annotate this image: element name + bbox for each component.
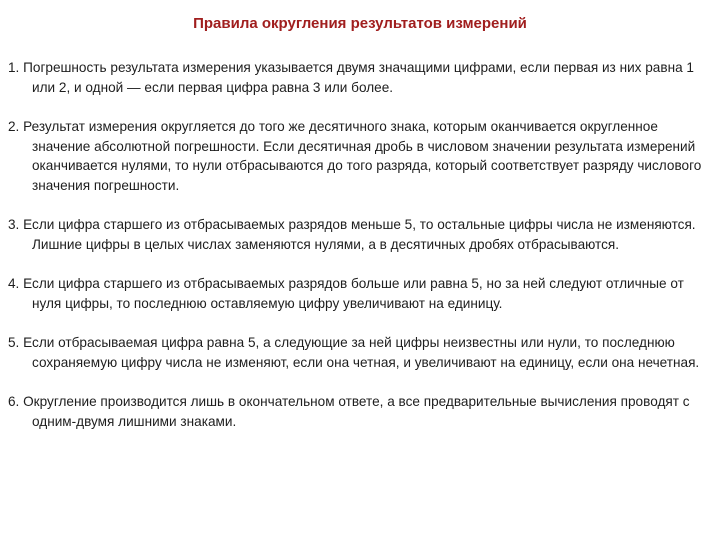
rule-item-2: 2. Результат измерения округляется до того же десятичного знака, которым оканчивается округленное значение абсолютной погрешности. Если десятичная дробь в числовом значении результата измерений оканчивается нулями, то нули отбрасываются до того разряда, который соответствует разряду числового значения погрешности. bbox=[8, 119, 702, 193]
rules-list bbox=[8, 58, 708, 451]
rule-item-4: 4. Если цифра старшего из отбрасываемых разрядов больше или равна 5, но за ней следуют отличные от нуля цифры, то последнюю оставляемую цифру увеличивают на единицу. bbox=[8, 276, 684, 311]
rule-item-1: 1. Погрешность результата измерения указывается двумя значащими цифрами, если первая из них равна 1 или 2, и одной — если первая цифра равна 3 или более. bbox=[8, 60, 694, 95]
rule-item-6: 6. Округление производится лишь в окончательном ответе, а все предварительные вычисления проводят с одним-двумя лишними знаками. bbox=[8, 394, 690, 429]
rule-item-3: 3. Если цифра старшего из отбрасываемых разрядов меньше 5, то остальные цифры числа не изменяются. Лишние цифры в целых числах заменяются нулями, а в десятичных дробях отбрасываются. bbox=[8, 217, 696, 252]
slide-title: Правила округления результатов измерений bbox=[193, 15, 527, 32]
rule-item-5: 5. Если отбрасываемая цифра равна 5, а следующие за ней цифры неизвестны или нули, то последнюю сохраняемую цифру числа не изменяют, если она четная, и увеличивают на единицу, если она нечетная. bbox=[8, 335, 700, 370]
